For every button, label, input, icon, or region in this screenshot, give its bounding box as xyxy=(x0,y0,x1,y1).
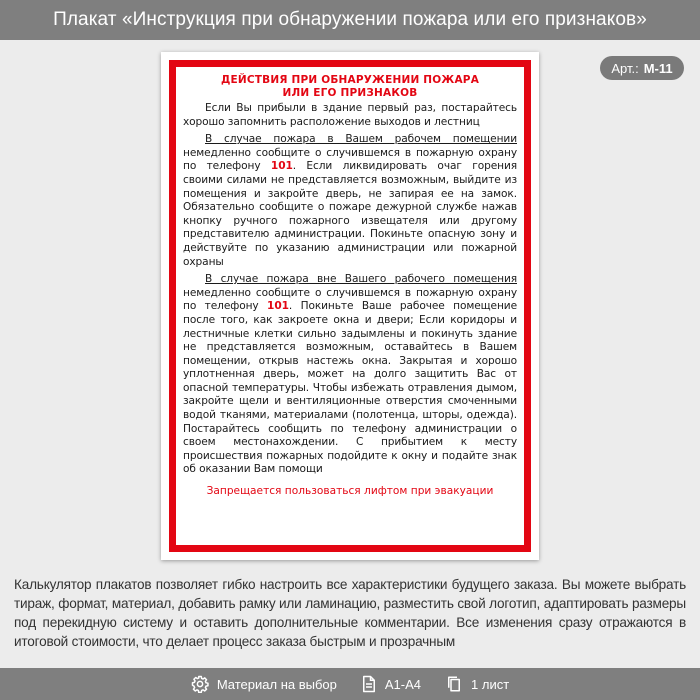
poster-phone-number: 101 xyxy=(270,160,293,173)
poster-case2-text-b: . Покиньте Ваше рабочее помещение после того, как закроете окна и двери; Если коридоры и лестничные клетки сильно задымлены и покинуть здание не представляется возможным, оставайтесь в Вашем помещении, открыв настежь окна. Закрытая и хорошо уплотненная дверь, может на долго защитить Вас от опасной температуры. Чтобы избежать отравления дымом, закройте щели и вентиляционные отверстия смоченными водой тканями, материалами (полотенца, шторы, одежда). Постарайтесь сообщить по телефону администрации о своем местонахождении. С прибытием к месту происшествия пожарных подойдите к окну и подайте знак об оказании Вам помощи xyxy=(183,300,518,476)
gear-icon xyxy=(191,675,209,693)
poster-case2-heading: В случае пожара вне Вашего рабочего помещения xyxy=(205,273,517,286)
article-badge xyxy=(600,56,684,80)
poster-case1 xyxy=(183,133,517,269)
article-prefix: Арт.: xyxy=(611,60,639,76)
feature-format-label: А1-А4 xyxy=(384,676,422,692)
header-bar xyxy=(0,0,700,40)
poster-case2-text-a: немедленно сообщите о случившемся в пожарную охрану по телефону xyxy=(183,286,517,313)
poster-content xyxy=(183,74,517,497)
poster-intro: Если Вы прибыли в здание первый раз, постарайтесь хорошо запомнить расположение выходов и лестниц xyxy=(183,102,517,128)
feature-material xyxy=(191,675,337,693)
poster-title-line1: ДЕЙСТВИЯ ПРИ ОБНАРУЖЕНИИ ПОЖАРА xyxy=(220,74,480,86)
document-icon xyxy=(361,675,377,693)
feature-material-label: Материал на выбор xyxy=(216,676,337,692)
article-code: М-11 xyxy=(643,60,673,76)
features-bar xyxy=(0,668,700,700)
poster-phone-number-2: 101 xyxy=(267,300,289,313)
feature-sheets xyxy=(445,675,509,693)
poster-warning: Запрещается пользоваться лифтом при эвакуации xyxy=(206,485,494,498)
poster-case1-heading: В случае пожара в Вашем рабочем помещении xyxy=(205,133,517,146)
product-description: Калькулятор плакатов позволяет гибко настроить все характеристики будущего заказа. Вы можете выбрать тираж, формат, материал, добавить рамку или ламинацию, разместить свой логотип, адаптировать размеры под перекидную систему и оставить дополнительные комментарии. Все изменения сразу отражаются в итоговой стоимости, что делает процесс заказа быстрым и прозрачным xyxy=(14,577,686,649)
poster-title-line2: ИЛИ ЕГО ПРИЗНАКОВ xyxy=(282,87,418,99)
page-title: Плакат «Инструкция при обнаружении пожара или его признаков» xyxy=(53,9,647,30)
feature-sheets-label: 1 лист xyxy=(471,676,510,692)
poster-image xyxy=(161,52,539,560)
copy-icon xyxy=(445,675,463,693)
poster-case1-text-b: . Если ликвидировать очаг горения своими силами не представляется возможным, выйдите из помещения и закройте дверь, не запирая ее на замок. Обязательно сообщите о пожаре дежурной службе нажав кнопку ручного пожарного извещателя или другому представителю администрации. Покиньте опасную зону и действуйте по указанию администрации или пожарной охраны xyxy=(183,160,518,268)
poster-case1-text-a: немедленно сообщите о случившемся в пожарную охрану по телефону xyxy=(183,146,517,173)
poster-title xyxy=(183,74,517,100)
poster-case2 xyxy=(183,273,517,477)
feature-format xyxy=(361,675,421,693)
